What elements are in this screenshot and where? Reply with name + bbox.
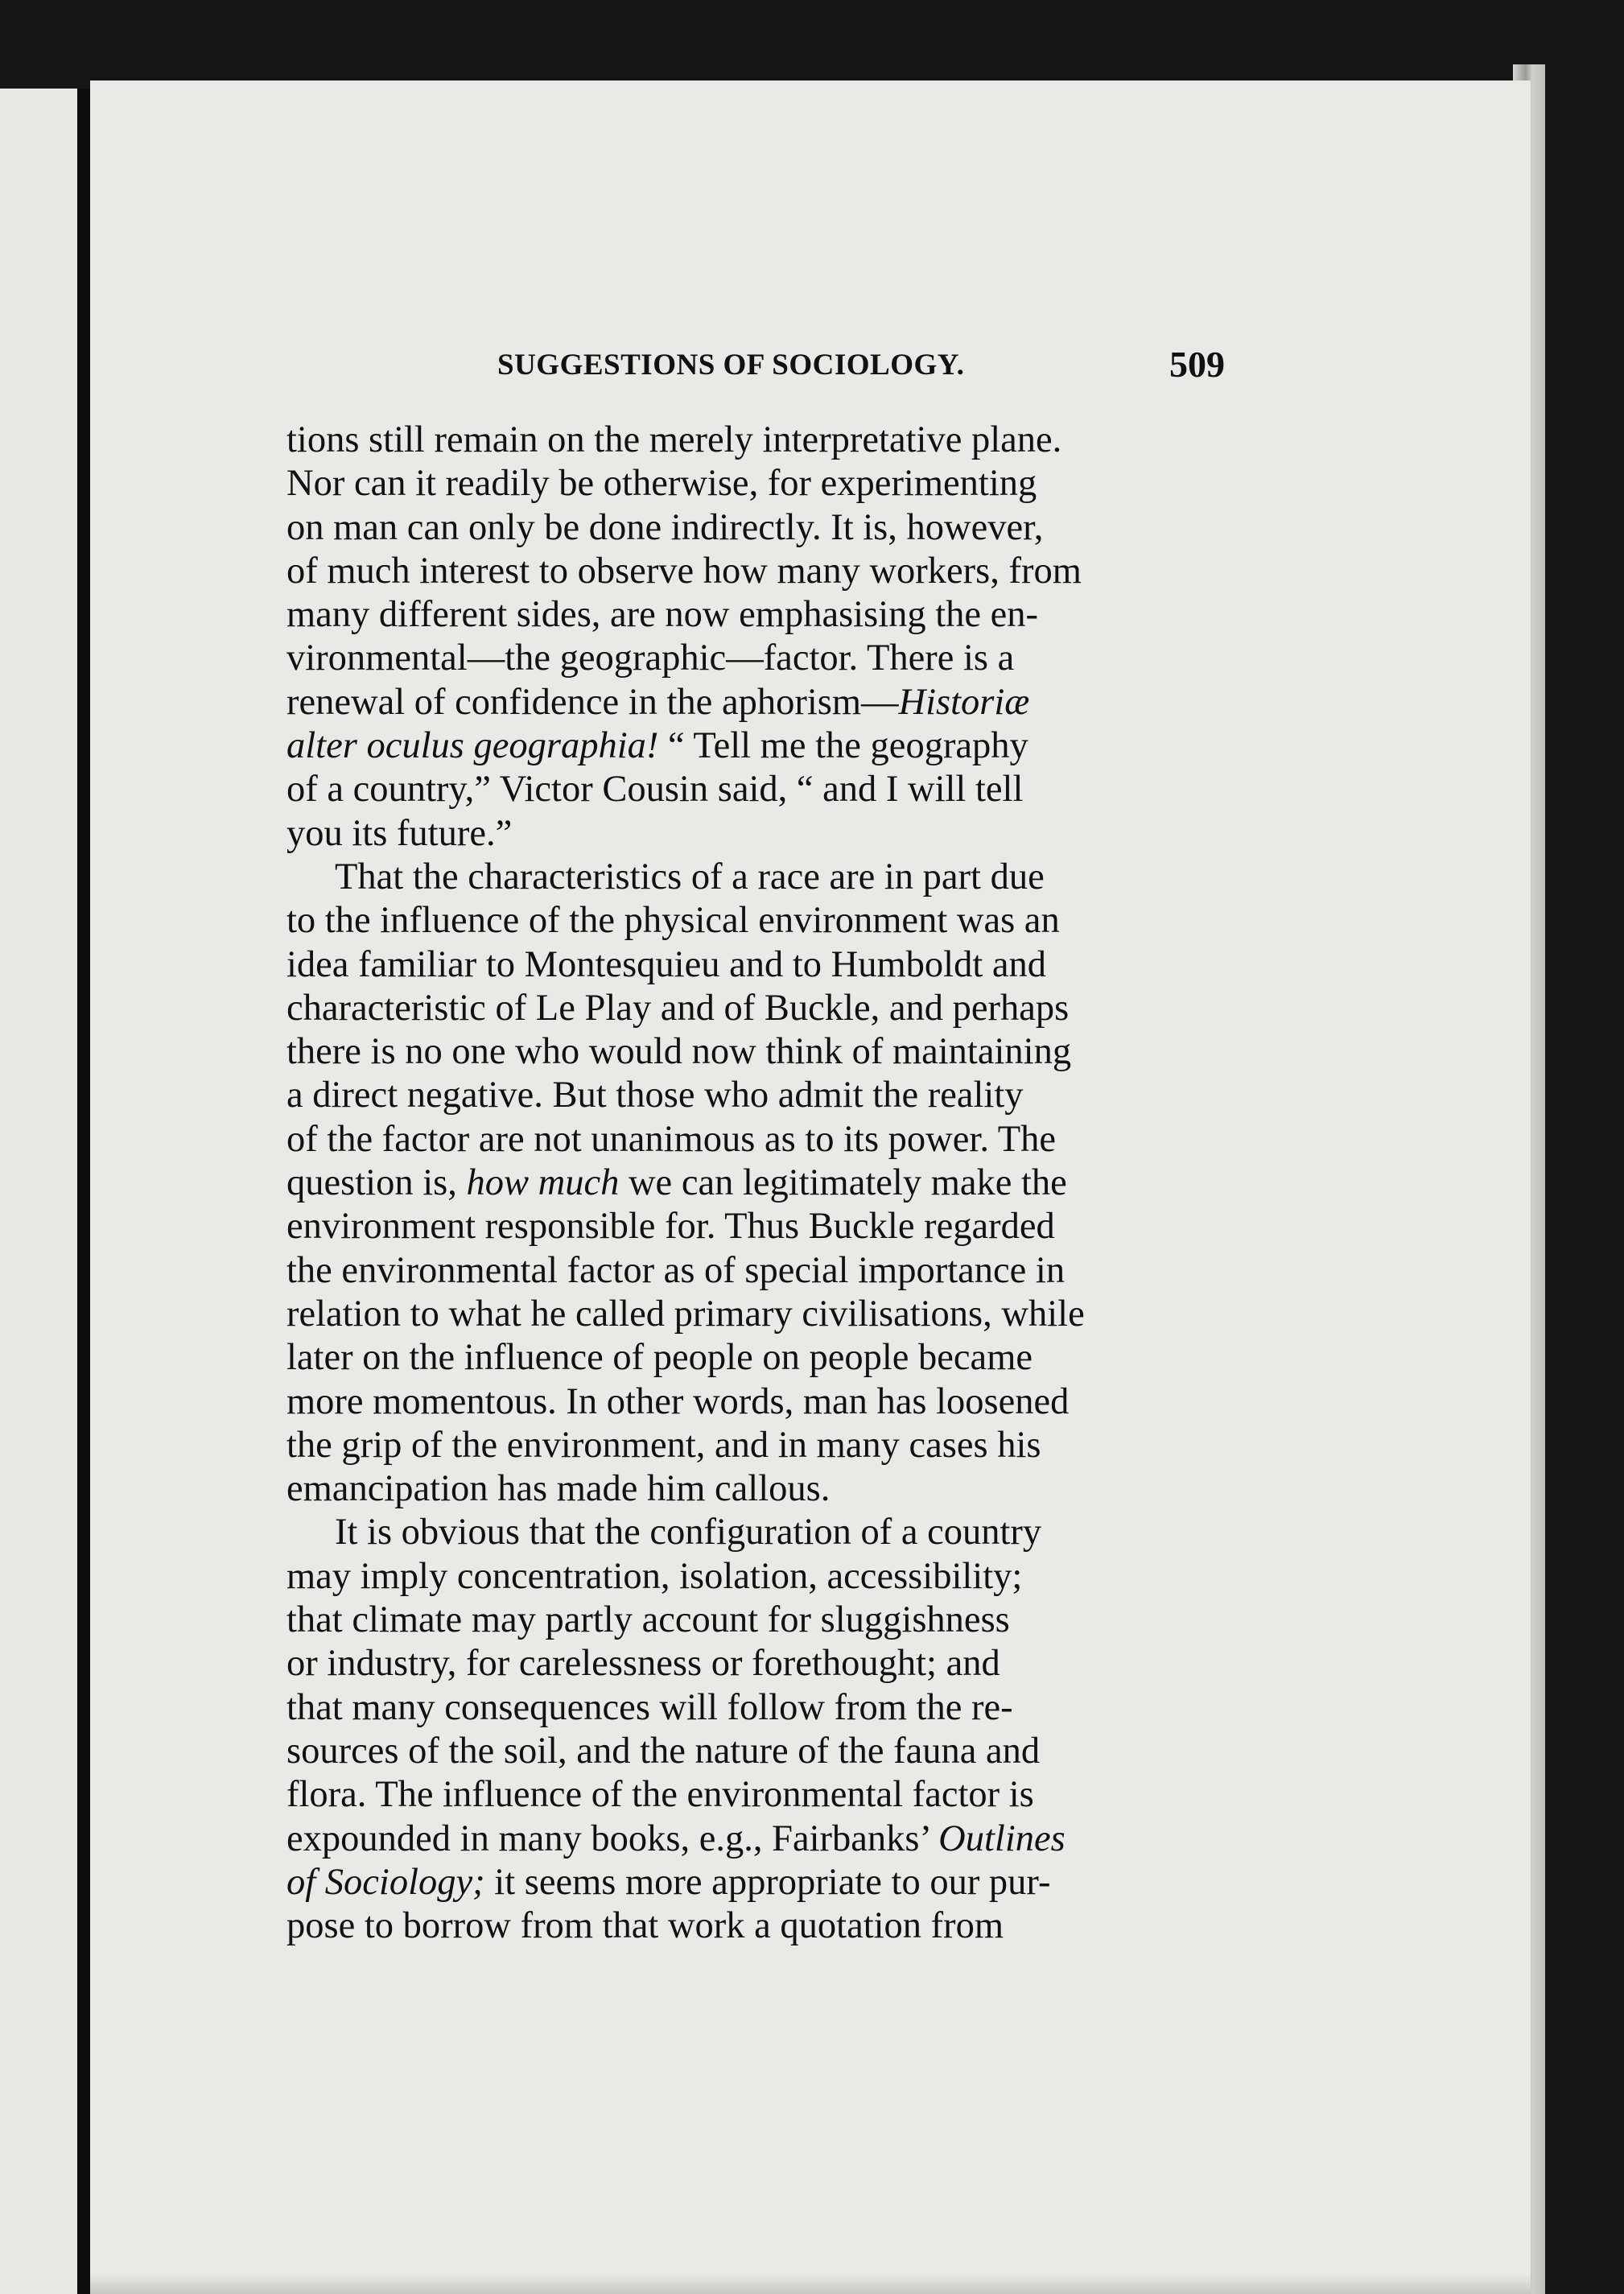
text-line: question is, how much we can legitimately make the [286,1162,1067,1204]
text-line: or industry, for carelessness or forethought; and [286,1643,1000,1685]
text-line: flora. The influence of the environmental factor is [286,1774,1034,1816]
text-line: Nor can it readily be otherwise, for experimenting [286,463,1037,505]
text-line: vironmental—the geographic—factor. There is a [286,637,1015,679]
text-line: that many consequences will follow from the re- [286,1686,1013,1728]
text-line: of much interest to observe how many workers, from [286,550,1082,592]
text-line: a direct negative. But those who admit the reality [286,1075,1024,1116]
page-header [291,340,1225,396]
text-line: pose to borrow from that work a quotation from [286,1905,1004,1947]
left-page-edge [0,89,77,2294]
running-head: SUGGESTIONS OF SOCIOLOGY. [497,349,965,382]
text-line: the grip of the environment, and in many cases his [286,1424,1041,1466]
body-text [286,419,1228,1948]
page-number: 509 [1169,344,1225,385]
text-line: the environmental factor as of special importance in [286,1249,1065,1291]
text-line: relation to what he called primary civilisations, while [286,1293,1085,1335]
text-line: characteristic of Le Play and of Buckle, and perhaps [286,987,1070,1029]
book-spine [77,89,90,2294]
text-line: many different sides, are now emphasising the en- [286,594,1039,636]
text-line: you its future.” [286,812,513,854]
text-line: of a country,” Victor Cousin said, “ and I will tell [286,769,1024,811]
text-line: alter oculus geographia! “ Tell me the geography [286,725,1028,767]
paragraph [286,1511,1228,1948]
text-line: that climate may partly account for sluggishness [286,1599,1010,1641]
text-line: It is obvious that the configuration of a country [335,1512,1042,1553]
paragraph [286,856,1228,1511]
text-line: there is no one who would now think of maintaining [286,1031,1072,1073]
text-line: of Sociology; it seems more appropriate to our pur- [286,1861,1051,1903]
page-shadow [90,2274,1531,2294]
text-line: emancipation has made him callous. [286,1468,831,1510]
text-line: more momentous. In other words, man has loosened [286,1380,1070,1422]
text-line: expounded in many books, e.g., Fairbanks’ Outlines [286,1817,1065,1859]
text-line: idea familiar to Montesquieu and to Humboldt and [286,943,1047,985]
text-line: later on the influence of people on people became [286,1337,1033,1379]
text-line: renewal of confidence in the aphorism—Historiæ [286,681,1030,723]
text-line: may imply concentration, isolation, accessibility; [286,1555,1023,1597]
text-line: That the characteristics of a race are in part due [335,856,1045,897]
text-line: on man can only be done indirectly. It is, however, [286,506,1044,548]
text-line: tions still remain on the merely interpretative plane. [286,419,1062,460]
text-line: environment responsible for. Thus Buckle regarded [286,1206,1055,1248]
text-line: sources of the soil, and the nature of the fauna and [286,1730,1041,1772]
text-line: of the factor are not unanimous as to its power. The [286,1118,1057,1160]
paragraph [286,419,1228,856]
text-line: to the influence of the physical environment was an [286,900,1060,942]
